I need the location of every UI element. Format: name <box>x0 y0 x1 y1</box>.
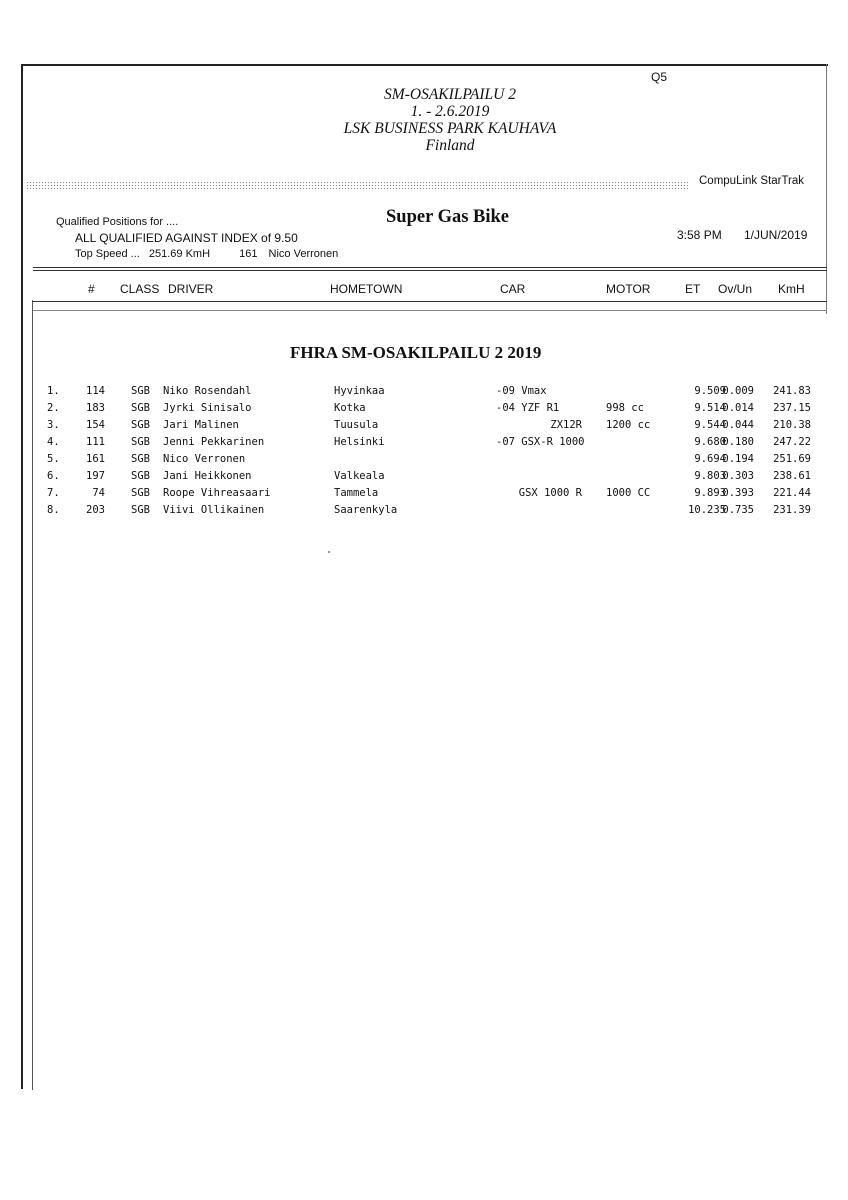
cell-et: 9.694 <box>694 453 726 465</box>
cell-et: 9.544 <box>694 419 726 431</box>
cell-kmh: 241.83 <box>773 385 811 397</box>
event-venue: LSK BUSINESS PARK KAUHAVA <box>343 120 557 137</box>
cell-et: 9.803 <box>694 470 726 482</box>
cell-car: -09 Vmax <box>496 385 547 397</box>
cell-ovun: 0.009 <box>722 385 754 397</box>
cell-class: SGB <box>131 402 150 414</box>
cell-hometown: Tammela <box>334 487 379 499</box>
top-speed-line <box>75 248 338 260</box>
frame-right-line <box>826 64 827 314</box>
cell-number: 197 <box>86 470 105 482</box>
cell-position: 5. <box>47 453 60 465</box>
cell-ovun: 0.303 <box>722 470 754 482</box>
cell-class: SGB <box>131 385 150 397</box>
cell-car: -04 YZF R1 <box>496 402 560 414</box>
cell-position: 6. <box>47 470 60 482</box>
cell-number: 161 <box>86 453 105 465</box>
page-id: Q5 <box>651 70 668 84</box>
cell-kmh: 251.69 <box>773 453 811 465</box>
col-header-class: CLASS <box>120 282 160 296</box>
cell-hometown: Saarenkyla <box>334 504 398 516</box>
cell-hometown: Helsinki <box>334 436 385 448</box>
cell-kmh: 237.15 <box>773 402 811 414</box>
cell-kmh: 221.44 <box>773 487 811 499</box>
section-title: FHRA SM-OSAKILPAILU 2 2019 <box>290 343 542 362</box>
col-header-hometown: HOMETOWN <box>330 282 403 296</box>
cell-kmh: 238.61 <box>773 470 811 482</box>
cell-motor: 1200 cc <box>606 419 651 431</box>
header-rule-top <box>33 267 827 268</box>
cell-ovun: 0.194 <box>722 453 754 465</box>
frame-left-line <box>21 64 23 1089</box>
col-header-driver: DRIVER <box>168 282 214 296</box>
cell-class: SGB <box>131 470 150 482</box>
col-header-car: CAR <box>500 282 526 296</box>
cell-driver: Viivi Ollikainen <box>163 504 265 516</box>
top-speed-value: 251.69 KmH <box>148 248 211 260</box>
cell-driver: Jari Malinen <box>163 419 239 431</box>
col-header-kmh: KmH <box>778 282 805 296</box>
cell-et: 9.893 <box>694 487 726 499</box>
cell-number: 74 <box>92 487 105 499</box>
frame-inner-left-line <box>32 300 33 1090</box>
cell-ovun: 0.014 <box>722 402 754 414</box>
col-header-ovun: Ov/Un <box>718 282 753 296</box>
cell-ovun: 0.735 <box>722 504 754 516</box>
event-country: Finland <box>425 137 475 154</box>
qualified-label: Qualified Positions for .... <box>56 216 179 228</box>
cell-driver: Roope Vihreasaari <box>163 487 271 499</box>
event-dates: 1. - 2.6.2019 <box>410 103 490 120</box>
cell-hometown: Tuusula <box>334 419 379 431</box>
cell-number: 111 <box>86 436 105 448</box>
cell-hometown: Kotka <box>334 402 366 414</box>
cell-hometown: Hyvinkaa <box>334 385 385 397</box>
header-rule-bottom <box>33 301 827 302</box>
cell-driver: Jani Heikkonen <box>163 470 252 482</box>
cell-et: 10.235 <box>688 504 726 516</box>
cell-driver: Nico Verronen <box>163 453 246 465</box>
header-rule-bottom-light <box>33 310 827 311</box>
cell-position: 4. <box>47 436 60 448</box>
top-speed-driver: Nico Verronen <box>268 248 339 260</box>
top-speed-label: Top Speed ... <box>75 248 140 260</box>
class-title: Super Gas Bike <box>386 207 510 227</box>
col-header-num: # <box>88 282 95 296</box>
cell-class: SGB <box>131 419 150 431</box>
cell-position: 7. <box>47 487 60 499</box>
software-brand: CompuLink StarTrak <box>699 175 805 187</box>
cell-class: SGB <box>131 504 150 516</box>
cell-et: 9.680 <box>694 436 726 448</box>
col-header-motor: MOTOR <box>606 282 651 296</box>
cell-number: 114 <box>86 385 105 397</box>
header-rule-top-double <box>33 270 827 271</box>
cell-ovun: 0.044 <box>722 419 754 431</box>
frame-top-line <box>22 64 828 66</box>
cell-class: SGB <box>131 453 150 465</box>
print-time: 3:58 PM <box>677 228 722 242</box>
cell-number: 154 <box>86 419 105 431</box>
cell-et: 9.514 <box>694 402 726 414</box>
event-header <box>250 86 650 154</box>
cell-car: -07 GSX-R 1000 <box>496 436 585 448</box>
cell-car: ZX12R <box>550 419 582 431</box>
cell-number: 203 <box>86 504 105 516</box>
col-header-et: ET <box>685 282 701 296</box>
print-date: 1/JUN/2019 <box>744 228 808 242</box>
cell-driver: Jyrki Sinisalo <box>163 402 252 414</box>
dotted-separator <box>26 181 690 189</box>
index-line: ALL QUALIFIED AGAINST INDEX of 9.50 <box>75 231 298 245</box>
top-speed-number: 161 <box>239 248 258 260</box>
cell-car: GSX 1000 R <box>518 487 582 499</box>
cell-motor: 998 cc <box>606 402 644 414</box>
cell-motor: 1000 CC <box>606 487 651 499</box>
cell-kmh: 247.22 <box>773 436 811 448</box>
cell-ovun: 0.180 <box>722 436 754 448</box>
cell-number: 183 <box>86 402 105 414</box>
cell-position: 3. <box>47 419 60 431</box>
cell-kmh: 210.38 <box>773 419 811 431</box>
cell-driver: Jenni Pekkarinen <box>163 436 265 448</box>
cell-hometown: Valkeala <box>334 470 385 482</box>
cell-class: SGB <box>131 487 150 499</box>
event-title: SM-OSAKILPAILU 2 <box>384 86 516 103</box>
cell-ovun: 0.393 <box>722 487 754 499</box>
cell-position: 1. <box>47 385 60 397</box>
cell-position: 8. <box>47 504 60 516</box>
cell-position: 2. <box>47 402 60 414</box>
cell-et: 9.509 <box>694 385 726 397</box>
stray-dot <box>328 551 330 553</box>
cell-driver: Niko Rosendahl <box>163 385 252 397</box>
cell-class: SGB <box>131 436 150 448</box>
cell-kmh: 231.39 <box>773 504 811 516</box>
